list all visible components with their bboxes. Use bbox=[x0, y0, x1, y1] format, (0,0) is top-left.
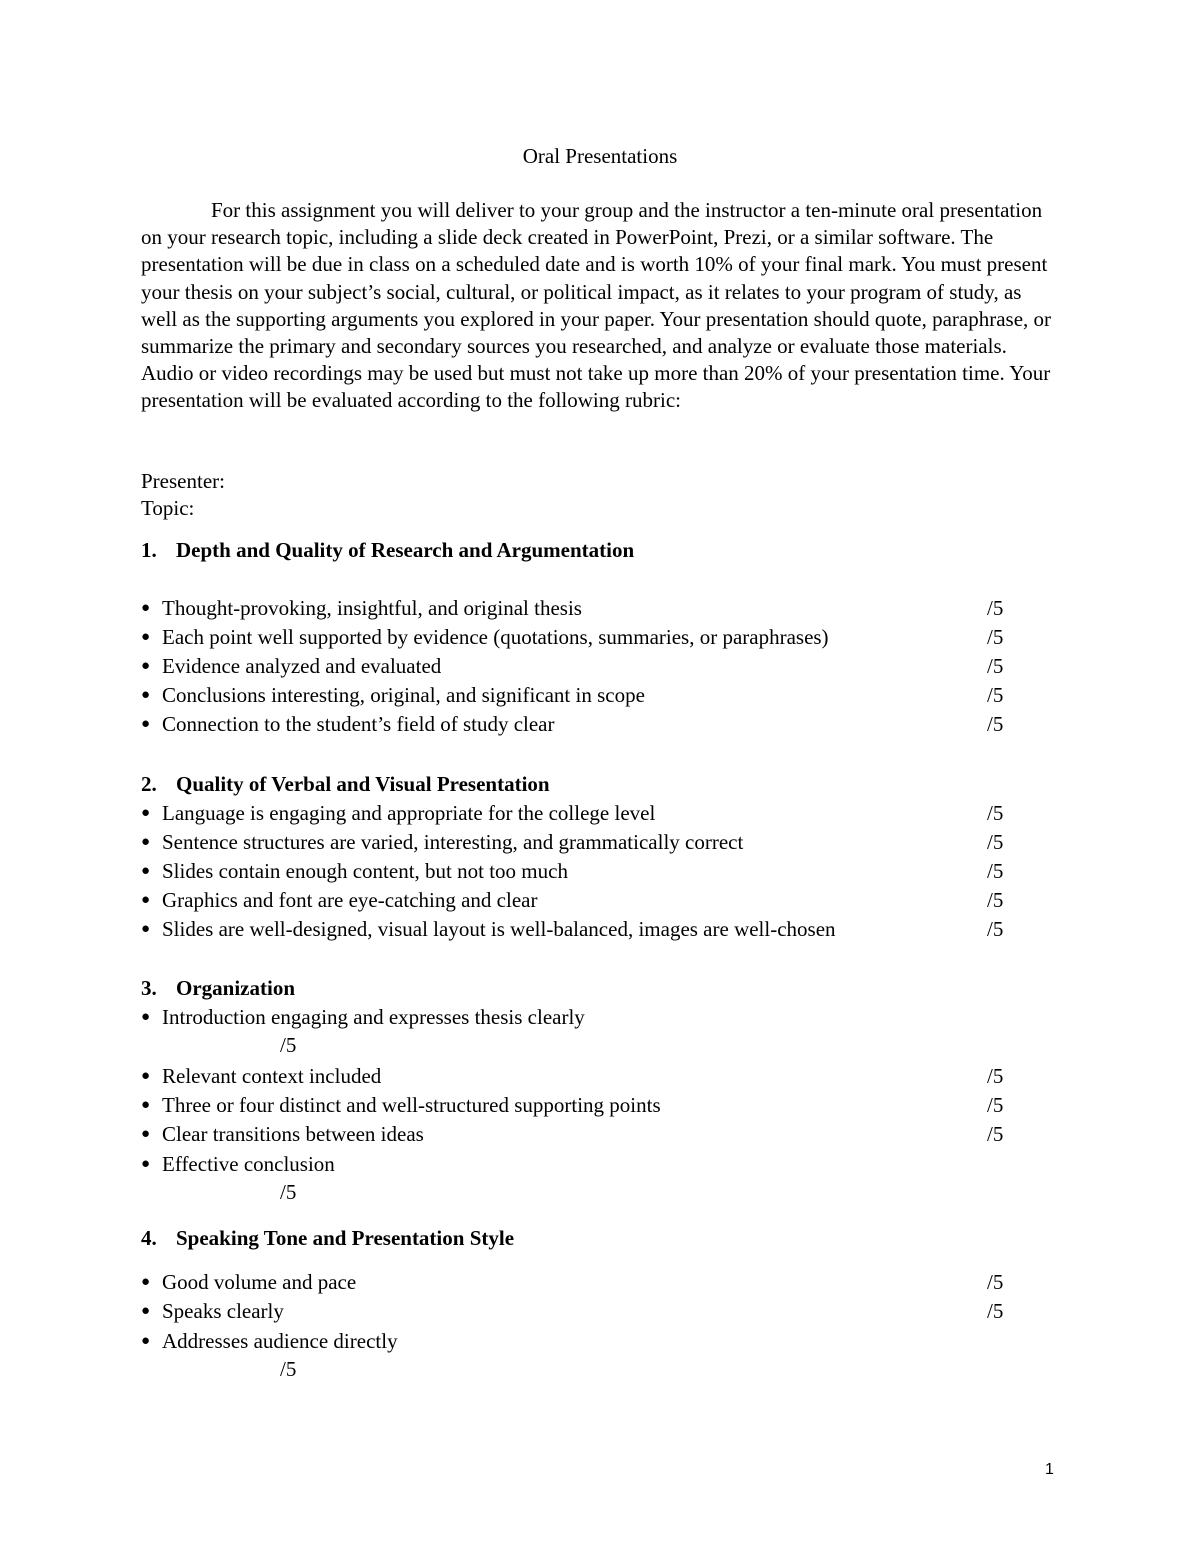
bullet-icon: ● bbox=[141, 716, 151, 732]
section-title: Organization bbox=[176, 976, 295, 1000]
rubric-item-text: Clear transitions between ideas bbox=[162, 1122, 424, 1146]
bullet-icon: ● bbox=[141, 1009, 151, 1025]
rubric-item-score: /5 bbox=[280, 1033, 297, 1057]
page-title: Oral Presentations bbox=[522, 144, 678, 168]
rubric-item-score: /5 bbox=[987, 1270, 1004, 1294]
section-number: 4. bbox=[141, 1226, 157, 1250]
section-heading-presentation bbox=[141, 771, 550, 798]
bullet-icon: ● bbox=[141, 1126, 151, 1142]
rubric-item-text: Connection to the student’s field of study clear bbox=[162, 712, 555, 736]
section-heading-research bbox=[141, 537, 634, 564]
rubric-item-text: Language is engaging and appropriate for the college level bbox=[162, 801, 656, 825]
rubric-item-score: /5 bbox=[987, 859, 1004, 883]
bullet-icon: ● bbox=[141, 1333, 151, 1349]
section-title: Speaking Tone and Presentation Style bbox=[176, 1226, 515, 1250]
rubric-item-score: /5 bbox=[987, 1064, 1004, 1088]
page-number: 1 bbox=[1045, 1461, 1054, 1478]
rubric-item-score: /5 bbox=[987, 712, 1004, 736]
rubric-item-text: Conclusions interesting, original, and significant in scope bbox=[162, 683, 645, 707]
topic-field: Topic: bbox=[141, 496, 195, 520]
bullet-icon: ● bbox=[141, 1156, 151, 1172]
bullet-icon: ● bbox=[141, 834, 151, 850]
rubric-item-score: /5 bbox=[987, 830, 1004, 854]
bullet-icon: ● bbox=[141, 805, 151, 821]
section-title: Quality of Verbal and Visual Presentation bbox=[176, 772, 550, 796]
section-number: 3. bbox=[141, 976, 157, 1000]
rubric-item-score: /5 bbox=[987, 625, 1004, 649]
rubric-item-text: Speaks clearly bbox=[162, 1299, 284, 1323]
rubric-item-text: Good volume and pace bbox=[162, 1270, 357, 1294]
rubric-item-text: Effective conclusion bbox=[162, 1152, 335, 1176]
intro-text: For this assignment you will deliver to your group and the instructor a ten-minute oral presentation on your research topic, including a slide deck created in PowerPoint, Prezi, or a similar software. The presentation will be due in class on a scheduled date and is worth 10% of your final mark. You must present your thesis on your subject’s social, cultural, or political impact, as it relates to your program of study, as well as the supporting arguments you explored in your paper. Your presentation should quote, paraphrase, or summarize the primary and secondary sources you researched, and analyze or evaluate those materials. Audio or video recordings may be used but must not take up more than 20% of your presentation time. Your presentation will be evaluated according to the following rubric: bbox=[141, 198, 1052, 413]
bullet-icon: ● bbox=[141, 600, 151, 616]
rubric-item-text: Graphics and font are eye-catching and clear bbox=[162, 888, 538, 912]
rubric-item-text: Evidence analyzed and evaluated bbox=[162, 654, 442, 678]
rubric-item-text: Addresses audience directly bbox=[162, 1329, 398, 1353]
rubric-item-score: /5 bbox=[280, 1357, 297, 1381]
bullet-icon: ● bbox=[141, 629, 151, 645]
bullet-icon: ● bbox=[141, 658, 151, 674]
rubric-item-score: /5 bbox=[987, 917, 1004, 941]
rubric-item-text: Sentence structures are varied, interesting, and grammatically correct bbox=[162, 830, 744, 854]
rubric-item-text: Thought-provoking, insightful, and original thesis bbox=[162, 596, 582, 620]
intro-paragraph bbox=[141, 197, 1051, 415]
rubric-item-score: /5 bbox=[987, 1093, 1004, 1117]
bullet-icon: ● bbox=[141, 1097, 151, 1113]
section-number: 1. bbox=[141, 538, 157, 562]
rubric-item-text: Three or four distinct and well-structured supporting points bbox=[162, 1093, 661, 1117]
bullet-icon: ● bbox=[141, 1274, 151, 1290]
rubric-item-score: /5 bbox=[987, 801, 1004, 825]
rubric-item-text: Introduction engaging and expresses thesis clearly bbox=[162, 1005, 585, 1029]
bullet-icon: ● bbox=[141, 687, 151, 703]
presenter-field: Presenter: bbox=[141, 469, 225, 493]
rubric-item-score: /5 bbox=[987, 654, 1004, 678]
rubric-item-text: Each point well supported by evidence (quotations, summaries, or paraphrases) bbox=[162, 625, 829, 649]
rubric-item-score: /5 bbox=[987, 1299, 1004, 1323]
rubric-item-text: Relevant context included bbox=[162, 1064, 382, 1088]
rubric-item-text: Slides are well-designed, visual layout is well-balanced, images are well-chosen bbox=[162, 917, 836, 941]
rubric-item-score: /5 bbox=[987, 1122, 1004, 1146]
bullet-icon: ● bbox=[141, 1068, 151, 1084]
bullet-icon: ● bbox=[141, 921, 151, 937]
section-title: Depth and Quality of Research and Argumentation bbox=[176, 538, 635, 562]
rubric-item-score: /5 bbox=[987, 596, 1004, 620]
rubric-item-score: /5 bbox=[987, 888, 1004, 912]
bullet-icon: ● bbox=[141, 892, 151, 908]
bullet-icon: ● bbox=[141, 863, 151, 879]
section-heading-organization bbox=[141, 975, 295, 1002]
rubric-item-score: /5 bbox=[987, 683, 1004, 707]
section-number: 2. bbox=[141, 772, 157, 796]
bullet-icon: ● bbox=[141, 1303, 151, 1319]
rubric-item-score: /5 bbox=[280, 1180, 297, 1204]
section-heading-speaking bbox=[141, 1225, 514, 1252]
rubric-item-text: Slides contain enough content, but not too much bbox=[162, 859, 568, 883]
